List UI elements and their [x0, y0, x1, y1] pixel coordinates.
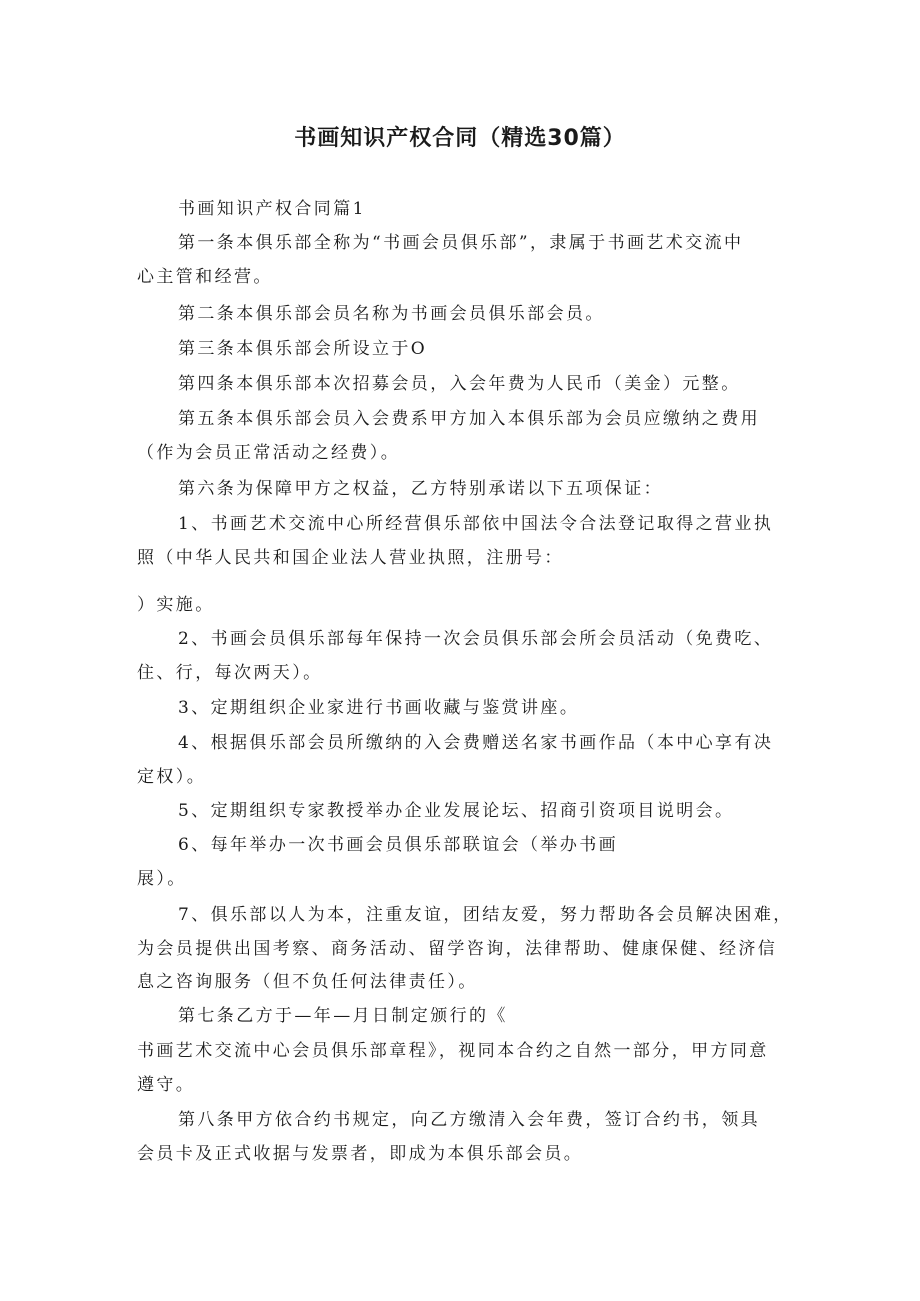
paragraph-line: 第八条甲方依合约书规定，向乙方缴清入会年费，签订合约书，领具 — [178, 1110, 760, 1130]
paragraph-line: 第一条本俱乐部全称为“书画会员俱乐部”，隶属于书画艺术交流中 — [178, 233, 744, 253]
paragraph-line: 第四条本俱乐部本次招募会员，入会年费为人民币（美金）元整。 — [178, 374, 741, 394]
section-heading: 书画知识产权合同篇1 — [178, 199, 366, 219]
paragraph-line: 书画艺术交流中心会员俱乐部章程》，视同本合约之自然一部分，甲方同意 — [137, 1041, 769, 1061]
paragraph-line: 定权）。 — [137, 767, 207, 787]
paragraph-line: 第二条本俱乐部会员名称为书画会员俱乐部会员。 — [178, 304, 605, 324]
paragraph-line: 为会员提供出国考察、商务活动、留学咨询，法律帮助、健康保健、经济信 — [137, 939, 778, 959]
paragraph-line: 会员卡及正式收据与发票者，即成为本俱乐部会员。 — [137, 1144, 584, 1164]
paragraph-line: 第六条为保障甲方之权益，乙方特别承诺以下五项保证： — [178, 479, 663, 499]
document-title: 书画知识产权合同（精选30篇） — [294, 126, 626, 151]
paragraph-line: 第七条乙方于—年—月日制定颁行的《 — [178, 1006, 508, 1026]
paragraph-line: 3、定期组织企业家进行书画收藏与鉴赏讲座。 — [178, 698, 580, 718]
paragraph-line: 心主管和经营。 — [137, 267, 273, 287]
paragraph-line: 第三条本俱乐部会所设立于O — [178, 339, 428, 359]
paragraph-line: 2、书画会员俱乐部每年保持一次会员俱乐部会所会员活动（免费吃、 — [178, 629, 774, 649]
paragraph-line: 遵守。 — [137, 1075, 196, 1095]
paragraph-line: （作为会员正常活动之经费）。 — [137, 443, 401, 463]
paragraph-line: 息之咨询服务（但不负任何法律责任）。 — [137, 972, 478, 992]
paragraph-line: 7、俱乐部以人为本，注重友谊，团结友爱，努力帮助各会员解决困难， — [178, 905, 793, 925]
paragraph-line: ）实施。 — [137, 595, 215, 615]
paragraph-line: 5、定期组织专家教授举办企业发展论坛、招商引资项目说明会。 — [178, 801, 735, 821]
paragraph-line: 6、每年举办一次书画会员俱乐部联谊会（举办书画 — [178, 835, 619, 855]
paragraph-line: 1、书画艺术交流中心所经营俱乐部依中国法令合法登记取得之营业执 — [178, 514, 774, 534]
paragraph-line: 展）。 — [137, 869, 187, 889]
paragraph-line: 住、行，每次两天）。 — [137, 663, 323, 683]
paragraph-line: 照（中华人民共和国企业法人营业执照，注册号： — [137, 548, 564, 568]
paragraph-line: 第五条本俱乐部会员入会费系甲方加入本俱乐部为会员应缴纳之费用 — [178, 409, 760, 429]
paragraph-line: 4、根据俱乐部会员所缴纳的入会费赠送名家书画作品（本中心享有决 — [178, 733, 774, 753]
